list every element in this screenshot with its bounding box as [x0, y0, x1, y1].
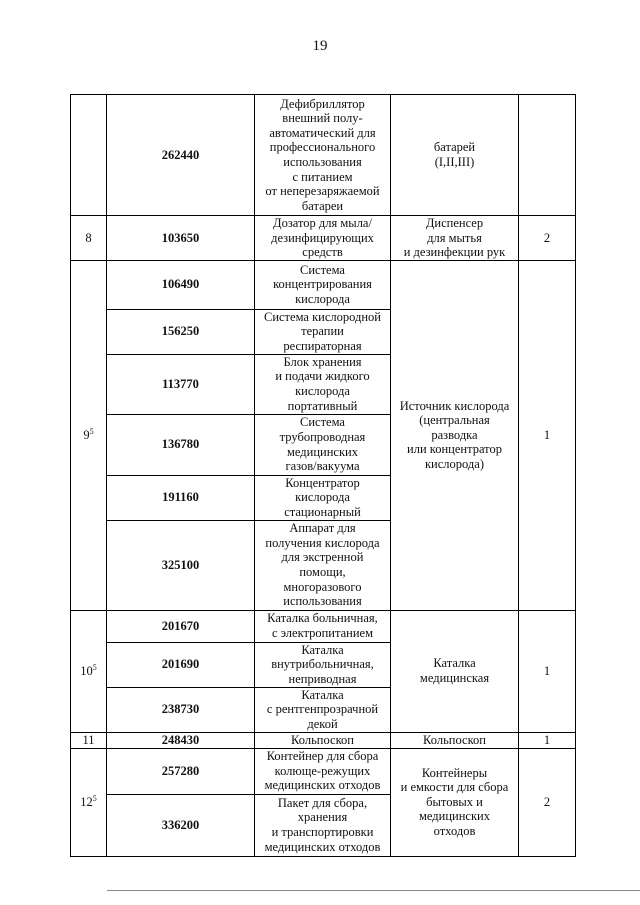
code-cell: 336200 [107, 794, 255, 856]
row-number-cell: 8 [71, 216, 107, 261]
quantity-cell [519, 95, 576, 216]
name-cell: Система кислородной терапии респираторная [255, 309, 391, 354]
code-cell: 262440 [107, 95, 255, 216]
code-cell: 257280 [107, 748, 255, 794]
code-cell: 103650 [107, 216, 255, 261]
footnote-mark: 5 [92, 793, 97, 803]
type-cell: батарей (I,II,III) [391, 95, 519, 216]
code-cell: 191160 [107, 475, 255, 520]
name-cell: Система концентрирования кислорода [255, 260, 391, 309]
name-cell: Кольпоскоп [255, 732, 391, 748]
code-cell: 248430 [107, 732, 255, 748]
name-cell: Аппарат для получения кислорода для экстренной помощи, многоразового использования [255, 520, 391, 610]
type-cell: Контейнеры и емкости для сбора бытовых и медицинских отходов [391, 748, 519, 856]
name-cell: Пакет для сбора, хранения и транспортировки медицинских отходов [255, 794, 391, 856]
quantity-cell: 2 [519, 216, 576, 261]
row-number: 12 [80, 794, 93, 809]
table-row [71, 732, 576, 748]
name-cell: Дефибриллятор внешний полу- автоматический для профессионального использования с питанием от неперезаряжаемой батареи [255, 95, 391, 216]
table-row [71, 748, 576, 794]
code-cell: 113770 [107, 354, 255, 414]
equipment-table [70, 94, 576, 857]
code-cell: 201670 [107, 610, 255, 642]
footnote-mark: 5 [89, 426, 94, 436]
row-number: 10 [80, 663, 93, 678]
table-row [71, 95, 576, 216]
code-cell: 325100 [107, 520, 255, 610]
row-number-cell: 11 [71, 732, 107, 748]
name-cell: Каталка внутрибольничная, неприводная [255, 642, 391, 687]
row-number: 9 [83, 427, 90, 442]
name-cell: Дозатор для мыла/ дезинфицирующих средств [255, 216, 391, 261]
code-cell: 106490 [107, 260, 255, 309]
type-cell: Каталка медицинская [391, 610, 519, 732]
name-cell: Каталка с рентгенпрозрачной декой [255, 687, 391, 732]
name-cell: Концентратор кислорода стационарный [255, 475, 391, 520]
table-row [71, 260, 576, 309]
footnote-mark: 5 [92, 662, 97, 672]
name-cell: Блок хранения и подачи жидкого кислорода портативный [255, 354, 391, 414]
row-number-cell [71, 260, 107, 610]
quantity-cell: 1 [519, 260, 576, 610]
type-cell: Диспенсер для мытья и дезинфекции рук [391, 216, 519, 261]
quantity-cell: 1 [519, 732, 576, 748]
type-cell: Кольпоскоп [391, 732, 519, 748]
code-cell: 156250 [107, 309, 255, 354]
scan-edge-line [107, 890, 640, 891]
row-number-cell [71, 748, 107, 856]
table-row [71, 610, 576, 642]
page-number: 19 [312, 38, 328, 54]
code-cell: 201690 [107, 642, 255, 687]
quantity-cell: 1 [519, 610, 576, 732]
code-cell: 136780 [107, 414, 255, 475]
name-cell: Каталка больничная, с электропитанием [255, 610, 391, 642]
table-row [71, 216, 576, 261]
code-cell: 238730 [107, 687, 255, 732]
row-number-cell [71, 610, 107, 732]
row-number-cell [71, 95, 107, 216]
name-cell: Система трубопроводная медицинских газов/вакуума [255, 414, 391, 475]
type-cell: Источник кислорода (центральная разводка или концентратор кислорода) [391, 260, 519, 610]
name-cell: Контейнер для сбора колюще-режущих медицинских отходов [255, 748, 391, 794]
quantity-cell: 2 [519, 748, 576, 856]
